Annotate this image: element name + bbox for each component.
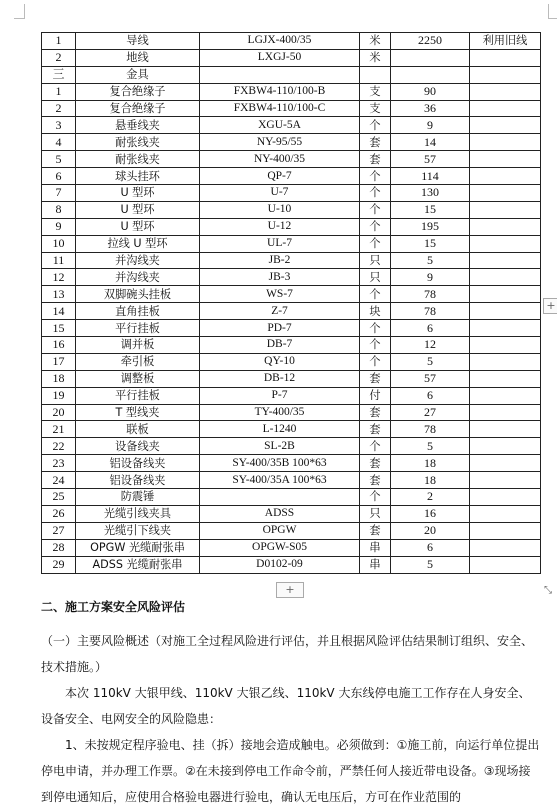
- cell-name[interactable]: U 型环: [76, 218, 200, 235]
- cell-model[interactable]: UL-7: [200, 235, 360, 252]
- cell-unit[interactable]: 串: [360, 539, 391, 556]
- page-corner-mark: [548, 4, 557, 19]
- cell-note[interactable]: [470, 100, 541, 117]
- cell-name[interactable]: U 型环: [76, 201, 200, 218]
- cell-no[interactable]: 21: [42, 421, 76, 438]
- cell-note[interactable]: [470, 252, 541, 269]
- table-row: [42, 185, 541, 202]
- table-row: [42, 353, 541, 370]
- cell-model[interactable]: L-1240: [200, 421, 360, 438]
- cell-unit[interactable]: 付: [360, 387, 391, 404]
- cell-name[interactable]: 调并板: [76, 337, 200, 354]
- cell-no[interactable]: 2: [42, 49, 76, 66]
- cell-note[interactable]: [470, 370, 541, 387]
- cell-unit[interactable]: 只: [360, 269, 391, 286]
- cell-no[interactable]: 7: [42, 185, 76, 202]
- cell-model[interactable]: NY-95/55: [200, 134, 360, 151]
- cell-model[interactable]: LXGJ-50: [200, 49, 360, 66]
- cell-qty[interactable]: 114: [391, 168, 470, 185]
- cell-qty[interactable]: 36: [391, 100, 470, 117]
- cell-note[interactable]: [470, 201, 541, 218]
- cell-no[interactable]: 15: [42, 320, 76, 337]
- cell-note[interactable]: [470, 151, 541, 168]
- cell-qty[interactable]: 78: [391, 303, 470, 320]
- cell-model[interactable]: XGU-5A: [200, 117, 360, 134]
- cell-qty[interactable]: 2250: [391, 33, 470, 50]
- cell-name[interactable]: 平行挂板: [76, 320, 200, 337]
- cell-name[interactable]: 地线: [76, 49, 200, 66]
- cell-qty[interactable]: 18: [391, 472, 470, 489]
- cell-unit[interactable]: 支: [360, 83, 391, 100]
- table-row: [42, 49, 541, 66]
- cell-unit[interactable]: [360, 66, 391, 83]
- cell-qty[interactable]: 9: [391, 269, 470, 286]
- table-row: [42, 218, 541, 235]
- cell-no[interactable]: 8: [42, 201, 76, 218]
- cell-model[interactable]: PD-7: [200, 320, 360, 337]
- cell-note[interactable]: [470, 438, 541, 455]
- cell-unit[interactable]: 个: [360, 185, 391, 202]
- table-row: [42, 337, 541, 354]
- cell-no[interactable]: 2: [42, 100, 76, 117]
- cell-model[interactable]: DB-12: [200, 370, 360, 387]
- cell-model[interactable]: [200, 66, 360, 83]
- cell-unit[interactable]: 米: [360, 49, 391, 66]
- cell-unit[interactable]: 个: [360, 353, 391, 370]
- cell-name[interactable]: 牵引板: [76, 353, 200, 370]
- cell-note[interactable]: [470, 404, 541, 421]
- table-row: [42, 438, 541, 455]
- cell-unit[interactable]: 套: [360, 472, 391, 489]
- cell-qty[interactable]: 2: [391, 489, 470, 506]
- cell-name[interactable]: 防震锤: [76, 489, 200, 506]
- cell-no[interactable]: 三: [42, 66, 76, 83]
- cell-unit[interactable]: 个: [360, 438, 391, 455]
- cell-model[interactable]: WS-7: [200, 286, 360, 303]
- cell-no[interactable]: 13: [42, 286, 76, 303]
- paragraph-risk-overview: （一）主要风险概述（对施工全过程风险进行评估，并且根据风险评估结果制订组织、安全、技术措施。）: [41, 634, 534, 674]
- cell-no[interactable]: 14: [42, 303, 76, 320]
- cell-unit[interactable]: 个: [360, 235, 391, 252]
- cell-model[interactable]: QP-7: [200, 168, 360, 185]
- cell-no[interactable]: 18: [42, 370, 76, 387]
- cell-no[interactable]: 5: [42, 151, 76, 168]
- cell-name[interactable]: 光缆引线夹具: [76, 505, 200, 522]
- cell-qty[interactable]: 6: [391, 387, 470, 404]
- cell-no[interactable]: 20: [42, 404, 76, 421]
- table-row: [42, 472, 541, 489]
- table-row: [42, 269, 541, 286]
- cell-model[interactable]: JB-3: [200, 269, 360, 286]
- cell-name[interactable]: 并沟线夹: [76, 252, 200, 269]
- cell-unit[interactable]: 个: [360, 218, 391, 235]
- cell-unit[interactable]: 串: [360, 556, 391, 573]
- cell-name[interactable]: 光缆引下线夹: [76, 522, 200, 539]
- cell-name[interactable]: 耐张线夹: [76, 151, 200, 168]
- cell-note[interactable]: [470, 185, 541, 202]
- cell-qty[interactable]: 130: [391, 185, 470, 202]
- cell-note[interactable]: [470, 269, 541, 286]
- cell-no[interactable]: 24: [42, 472, 76, 489]
- cell-qty[interactable]: 20: [391, 522, 470, 539]
- table-row: [42, 404, 541, 421]
- cell-qty[interactable]: 57: [391, 370, 470, 387]
- table-row: [42, 539, 541, 556]
- table-row: [42, 303, 541, 320]
- add-row-button[interactable]: +: [276, 582, 304, 598]
- cell-no[interactable]: 4: [42, 134, 76, 151]
- paragraph-grounding-rule: 1、未按规定程序验电、挂（拆）接地会造成触电。必须做到：①施工前，向运行单位提出停电申请，并办理工作票。②在未接到停电工作命令前，严禁任何人接近带电设备。③现场接到停电通知后，应使用合格验电器进行验电，确认无电压后，方可在作业范围的: [41, 738, 540, 804]
- materials-table[interactable]: [41, 32, 540, 574]
- cell-note[interactable]: [470, 387, 541, 404]
- table-row: [42, 556, 541, 573]
- cell-no[interactable]: 3: [42, 117, 76, 134]
- cell-note[interactable]: [470, 83, 541, 100]
- cell-model[interactable]: SY-400/35A 100*63: [200, 472, 360, 489]
- cell-no[interactable]: 19: [42, 387, 76, 404]
- table-row: [42, 489, 541, 506]
- cell-qty[interactable]: 5: [391, 353, 470, 370]
- cell-model[interactable]: FXBW4-110/100-B: [200, 83, 360, 100]
- cell-qty[interactable]: 16: [391, 505, 470, 522]
- table-row: [42, 522, 541, 539]
- cell-model[interactable]: FXBW4-110/100-C: [200, 100, 360, 117]
- table-row: [42, 235, 541, 252]
- cell-note[interactable]: [470, 505, 541, 522]
- cell-name[interactable]: 铝设备线夹: [76, 455, 200, 472]
- cell-model[interactable]: OPGW-S05: [200, 539, 360, 556]
- cell-note[interactable]: [470, 353, 541, 370]
- table-resize-handle-icon[interactable]: ⤡: [544, 585, 552, 596]
- cell-qty[interactable]: 15: [391, 235, 470, 252]
- cell-unit[interactable]: 个: [360, 489, 391, 506]
- cell-model[interactable]: TY-400/35: [200, 404, 360, 421]
- cell-qty[interactable]: 27: [391, 404, 470, 421]
- cell-qty[interactable]: 18: [391, 455, 470, 472]
- cell-unit[interactable]: 块: [360, 303, 391, 320]
- cell-no[interactable]: 26: [42, 505, 76, 522]
- cell-model[interactable]: ADSS: [200, 505, 360, 522]
- cell-name[interactable]: 调整板: [76, 370, 200, 387]
- cell-name[interactable]: U 型环: [76, 185, 200, 202]
- cell-model[interactable]: JB-2: [200, 252, 360, 269]
- cell-no[interactable]: 1: [42, 33, 76, 50]
- table-row: [42, 455, 541, 472]
- cell-name[interactable]: 复合绝缘子: [76, 100, 200, 117]
- cell-note[interactable]: [470, 168, 541, 185]
- cell-model[interactable]: D0102-09: [200, 556, 360, 573]
- cell-no[interactable]: 9: [42, 218, 76, 235]
- cell-no[interactable]: 23: [42, 455, 76, 472]
- cell-qty[interactable]: 14: [391, 134, 470, 151]
- cell-model[interactable]: SY-400/35B 100*63: [200, 455, 360, 472]
- cell-note[interactable]: [470, 66, 541, 83]
- cell-no[interactable]: 25: [42, 489, 76, 506]
- cell-note[interactable]: [470, 522, 541, 539]
- cell-no[interactable]: 27: [42, 522, 76, 539]
- cell-note[interactable]: [470, 235, 541, 252]
- cell-unit[interactable]: 个: [360, 286, 391, 303]
- cell-no[interactable]: 12: [42, 269, 76, 286]
- table-row: [42, 320, 541, 337]
- cell-model[interactable]: U-10: [200, 201, 360, 218]
- cell-unit[interactable]: 套: [360, 522, 391, 539]
- cell-note[interactable]: [470, 117, 541, 134]
- cell-model[interactable]: QY-10: [200, 353, 360, 370]
- cell-name[interactable]: 并沟线夹: [76, 269, 200, 286]
- cell-name[interactable]: OPGW 光缆耐张串: [76, 539, 200, 556]
- cell-model[interactable]: DB-7: [200, 337, 360, 354]
- cell-qty[interactable]: 5: [391, 252, 470, 269]
- cell-note[interactable]: [470, 49, 541, 66]
- table-row: [42, 201, 541, 218]
- cell-unit[interactable]: 个: [360, 168, 391, 185]
- cell-name[interactable]: ADSS 光缆耐张串: [76, 556, 200, 573]
- cell-qty[interactable]: 90: [391, 83, 470, 100]
- add-column-button[interactable]: +: [543, 298, 557, 314]
- cell-name[interactable]: 导线: [76, 33, 200, 50]
- cell-model[interactable]: U-12: [200, 218, 360, 235]
- cell-model[interactable]: NY-400/35: [200, 151, 360, 168]
- cell-name[interactable]: 双脚碗头挂板: [76, 286, 200, 303]
- cell-name[interactable]: 平行挂板: [76, 387, 200, 404]
- cell-qty[interactable]: 9: [391, 117, 470, 134]
- table-row: [42, 151, 541, 168]
- cell-name[interactable]: 金具: [76, 66, 200, 83]
- cell-model[interactable]: P-7: [200, 387, 360, 404]
- cell-qty[interactable]: 78: [391, 286, 470, 303]
- cell-name[interactable]: T 型线夹: [76, 404, 200, 421]
- cell-model[interactable]: U-7: [200, 185, 360, 202]
- cell-model[interactable]: SL-2B: [200, 438, 360, 455]
- cell-note[interactable]: [470, 421, 541, 438]
- cell-name[interactable]: 球头挂环: [76, 168, 200, 185]
- table-row: [42, 100, 541, 117]
- cell-no[interactable]: 28: [42, 539, 76, 556]
- cell-no[interactable]: 17: [42, 353, 76, 370]
- cell-note[interactable]: [470, 489, 541, 506]
- cell-no[interactable]: 1: [42, 83, 76, 100]
- table-row: [42, 286, 541, 303]
- cell-name[interactable]: 联板: [76, 421, 200, 438]
- cell-qty[interactable]: 12: [391, 337, 470, 354]
- cell-model[interactable]: LGJX-400/35: [200, 33, 360, 50]
- table-row: [42, 370, 541, 387]
- cell-model[interactable]: Z-7: [200, 303, 360, 320]
- cell-unit[interactable]: 个: [360, 320, 391, 337]
- paragraph-risk-hazards: 本次 110kV 大银甲线、110kV 大银乙线、110kV 大东线停电施工工作存在人身安全、设备安全、电网安全的风险隐患：: [41, 686, 531, 726]
- table-row: [42, 66, 541, 83]
- cell-name[interactable]: 设备线夹: [76, 438, 200, 455]
- cell-qty[interactable]: 6: [391, 539, 470, 556]
- cell-no[interactable]: 16: [42, 337, 76, 354]
- cell-note[interactable]: [470, 320, 541, 337]
- table-row: [42, 117, 541, 134]
- table-row: [42, 387, 541, 404]
- cell-unit[interactable]: 套: [360, 151, 391, 168]
- cell-no[interactable]: 29: [42, 556, 76, 573]
- cell-note[interactable]: [470, 472, 541, 489]
- cell-model[interactable]: [200, 489, 360, 506]
- table-row: [42, 33, 541, 50]
- cell-qty[interactable]: 78: [391, 421, 470, 438]
- cell-note[interactable]: 利用旧线: [470, 33, 541, 50]
- table-row: [42, 83, 541, 100]
- cell-no[interactable]: 10: [42, 235, 76, 252]
- page-corner-mark: [14, 4, 25, 19]
- cell-qty[interactable]: [391, 49, 470, 66]
- cell-name[interactable]: 铝设备线夹: [76, 472, 200, 489]
- cell-unit[interactable]: 个: [360, 337, 391, 354]
- cell-note[interactable]: [470, 134, 541, 151]
- cell-name[interactable]: 耐张线夹: [76, 134, 200, 151]
- cell-qty[interactable]: 195: [391, 218, 470, 235]
- cell-unit[interactable]: 支: [360, 100, 391, 117]
- cell-model[interactable]: OPGW: [200, 522, 360, 539]
- table-row: [42, 134, 541, 151]
- cell-unit[interactable]: 套: [360, 404, 391, 421]
- cell-unit[interactable]: 个: [360, 201, 391, 218]
- cell-unit[interactable]: 套: [360, 134, 391, 151]
- cell-name[interactable]: 直角挂板: [76, 303, 200, 320]
- cell-unit[interactable]: 套: [360, 455, 391, 472]
- cell-unit[interactable]: 套: [360, 421, 391, 438]
- cell-unit[interactable]: 米: [360, 33, 391, 50]
- cell-name[interactable]: 悬垂线夹: [76, 117, 200, 134]
- cell-note[interactable]: [470, 556, 541, 573]
- cell-no[interactable]: 22: [42, 438, 76, 455]
- cell-note[interactable]: [470, 539, 541, 556]
- cell-unit[interactable]: 套: [360, 370, 391, 387]
- cell-qty[interactable]: 57: [391, 151, 470, 168]
- table-row: [42, 168, 541, 185]
- cell-qty[interactable]: 5: [391, 556, 470, 573]
- cell-note[interactable]: [470, 286, 541, 303]
- cell-name[interactable]: 拉线 U 型环: [76, 235, 200, 252]
- cell-unit[interactable]: 只: [360, 505, 391, 522]
- cell-no[interactable]: 6: [42, 168, 76, 185]
- table-row: [42, 252, 541, 269]
- cell-note[interactable]: [470, 303, 541, 320]
- table-row: [42, 505, 541, 522]
- cell-qty[interactable]: 15: [391, 201, 470, 218]
- cell-qty[interactable]: 6: [391, 320, 470, 337]
- cell-note[interactable]: [470, 218, 541, 235]
- cell-note[interactable]: [470, 455, 541, 472]
- cell-qty[interactable]: 5: [391, 438, 470, 455]
- section-heading: 二、施工方案安全风险评估: [41, 600, 186, 614]
- table-row: [42, 421, 541, 438]
- cell-unit[interactable]: 只: [360, 252, 391, 269]
- cell-qty[interactable]: [391, 66, 470, 83]
- cell-note[interactable]: [470, 337, 541, 354]
- cell-unit[interactable]: 个: [360, 117, 391, 134]
- cell-name[interactable]: 复合绝缘子: [76, 83, 200, 100]
- cell-no[interactable]: 11: [42, 252, 76, 269]
